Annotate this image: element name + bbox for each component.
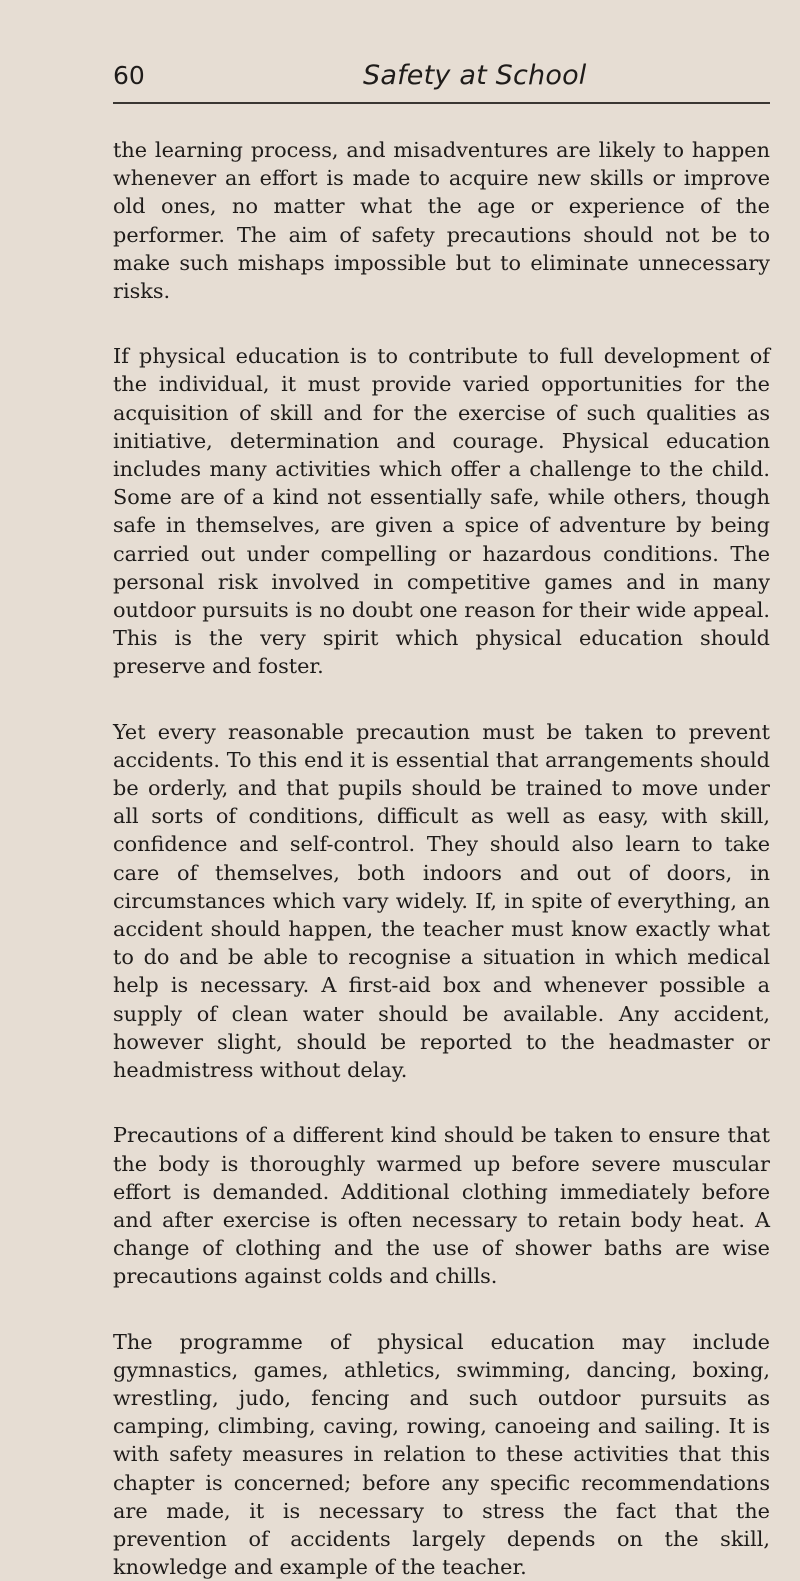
paragraph-3: Yet every reasonable precaution must be taken to prevent accidents. To this end it is essential that arrangements should be orderly, and that pupils should be trained to move under all sorts of conditions, difficult as well as easy, with skill, confidence and self-control. They should also learn to take care of themselves, both indoors and out of doors, in circumstances which vary widely. If, in spite of everything, an accident should happen, the teacher must know exactly what to do and be able to recognise a situation in which medical help is necessary. A first-aid box and whenever possible a supply of clean water should be available. Any accident, however slight, should be reported to the headmaster or headmistress without delay. [113, 719, 770, 1083]
running-head [113, 60, 770, 104]
paragraph-2: If physical education is to contribute to full development of the individual, it must provide varied opportunities for the acquisition of skill and for the exercise of such qualities as initiative, determination and courage. Physical education includes many activities which offer a challenge to the child. Some are of a kind not essentially safe, while others, though safe in themselves, are given a spice of adventure by being carried out under compelling or hazardous conditions. The personal risk involved in competitive games and in many outdoor pursuits is no doubt one reason for their wide appeal. This is the very spirit which physical education should preserve and foster. [113, 344, 770, 679]
page-number: 60 [113, 61, 145, 90]
body-text [113, 136, 770, 1581]
paragraph-5: The programme of physical education may include gymnastics, games, athletics, swimming, dancing, boxing, wrestling, judo, fencing and such outdoor pursuits as camping, climbing, caving, rowing, canoeing and sailing. It is with safety measures in relation to these activities that this chapter is concerned; before any specific recommendations are made, it is necessary to stress the fact that the prevention of accidents largely depends on the skill, knowledge and example of the teacher. [113, 1329, 770, 1580]
paragraph-4: Precautions of a different kind should be taken to ensure that the body is thoroughly warmed up before severe muscular effort is demanded. Additional clothing immediately before and after exercise is often necessary to retain body heat. A change of clothing and the use of shower baths are wise precautions against colds and chills. [113, 1123, 770, 1289]
paragraph-1: the learning process, and misadventures are likely to happen whenever an effort is made to acquire new skills or improve old ones, no matter what the age or experience of the performer. The aim of safety precautions should not be to make such mishaps impossible but to eliminate unnecessary risks. [113, 138, 770, 304]
book-title: Safety at School [363, 60, 587, 91]
